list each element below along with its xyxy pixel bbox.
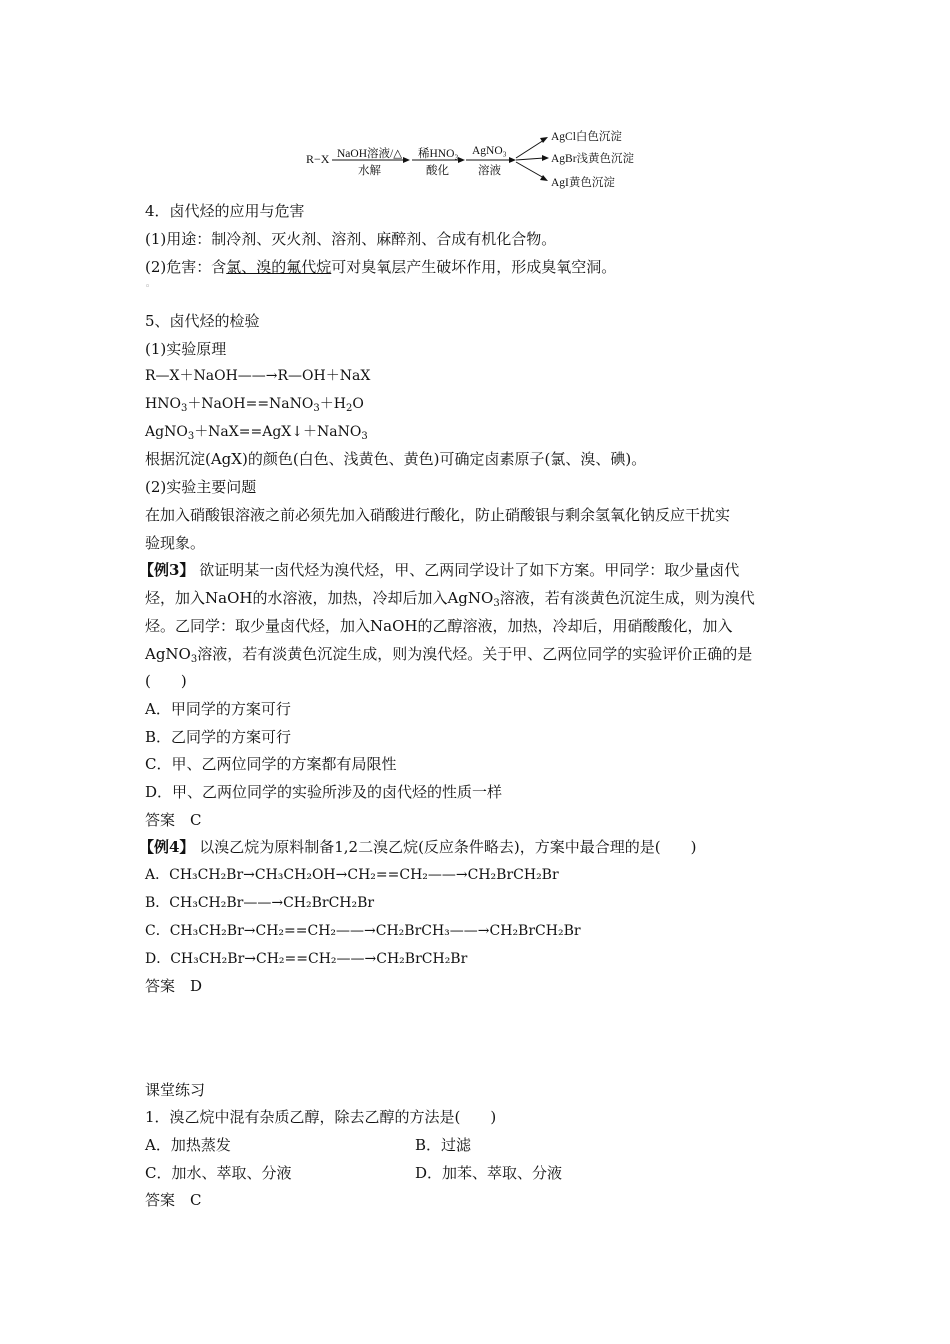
section4-use: (1)用途：制冷剂、灭火剂、溶剂、麻醉剂、合成有机化合物。 xyxy=(145,230,557,248)
section4-harm xyxy=(145,257,616,277)
harm-prefix: (2)危害：含 xyxy=(145,258,227,276)
halide-test-flow-diagram xyxy=(300,118,660,194)
flow-start: R−X xyxy=(306,152,330,166)
flow-result-agi: AgI黄色沉淀 xyxy=(551,177,615,189)
harm-underlined: 氯、溴的氟代烷 xyxy=(226,258,332,276)
practice-title: 课堂练习 xyxy=(145,1081,206,1099)
example3-line3: 烃。乙同学：取少量卤代烃，加入NaOH的乙醇溶液，加热，冷却后，用硝酸酸化，加入 xyxy=(145,617,733,635)
example4-stem: 【例4】 以溴乙烷为原料制备1,2二溴乙烷(反应条件略去)，方案中最合理的是( ) xyxy=(139,838,697,856)
flow-result-agbr: AgBr浅黄色沉淀 xyxy=(551,153,635,165)
flow-step3-bottom: 溶液 xyxy=(478,165,501,177)
practice-q1-option-d: D．加苯、萃取、分液 xyxy=(415,1164,563,1182)
example4-option-d: D．CH₃CH₂Br→CH₂==CH₂——→CH₂BrCH₂Br xyxy=(145,951,468,967)
example3-line4: AgNO$_3$溶液，若有淡黄色沉淀生成，则为溴代烃。关于甲、乙两位同学的实验评价正确的是 xyxy=(145,645,753,665)
practice-q1-option-c: C．加水、萃取、分液 xyxy=(145,1164,292,1182)
example3-answer: 答案 C xyxy=(145,811,202,829)
equation-3: AgNO$_3$＋NaX==AgX↓＋NaNO$_3$ xyxy=(145,424,368,442)
example3-tag: 【例3】 xyxy=(139,561,195,579)
equation-2: $HNO_3+NaOH==NaNO_3+H_2O$ xyxy=(145,396,364,414)
example4-tag: 【例4】 xyxy=(139,838,195,856)
equation-1: R—X＋NaOH——→R—OH＋NaX xyxy=(145,368,371,384)
example4-option-a: A．CH₃CH₂Br→CH₃CH₂OH→CH₂==CH₂——→CH₂BrCH₂Br xyxy=(145,867,559,883)
acidify-note-line1: 在加入硝酸银溶液之前必须先加入硝酸进行酸化，防止硝酸银与剩余氢氧化钠反应干扰实 xyxy=(145,506,731,524)
flow-step3-top: AgNO₃ xyxy=(472,145,507,157)
color-determination-note: 根据沉淀(AgX)的颜色(白色、浅黄色、黄色)可确定卤素原子(氯、溴、碘)。 xyxy=(145,450,647,468)
acidify-note-line2: 验现象。 xyxy=(145,534,206,552)
flow-step1-bottom: 水解 xyxy=(358,165,381,177)
example3-option-c: C．甲、乙两位同学的方案都有局限性 xyxy=(145,755,397,773)
flow-step1-top: NaOH溶液/△ xyxy=(337,148,403,160)
practice-q1-answer: 答案 C xyxy=(145,1191,202,1209)
example3-line1: 【例3】 欲证明某一卤代烃为溴代烃，甲、乙两同学设计了如下方案。甲同学：取少量卤代 xyxy=(139,561,740,579)
section4-title: 4．卤代烃的应用与危害 xyxy=(145,202,305,220)
example3-option-d: D．甲、乙两位同学的实验所涉及的卤代烃的性质一样 xyxy=(145,783,503,801)
practice-q1: 1．溴乙烷中混有杂质乙醇，除去乙醇的方法是( ) xyxy=(145,1108,497,1126)
example3-option-a: A．甲同学的方案可行 xyxy=(145,700,291,718)
example4-option-b: B．CH₃CH₂Br——→CH₂BrCH₂Br xyxy=(145,895,375,911)
flow-step2-bottom: 酸化 xyxy=(426,165,449,177)
practice-q1-option-a: A．加热蒸发 xyxy=(145,1136,231,1154)
stray-dot: ◦ xyxy=(145,282,151,292)
harm-suffix: 可对臭氧层产生破坏作用，形成臭氧空洞。 xyxy=(331,258,617,276)
example3-option-b: B．乙同学的方案可行 xyxy=(145,728,292,746)
section5-title: 5、卤代烃的检验 xyxy=(145,312,260,330)
practice-q1-option-b: B．过滤 xyxy=(415,1136,472,1154)
section5-principle: (1)实验原理 xyxy=(145,340,227,358)
flow-result-agcl: AgCl白色沉淀 xyxy=(551,131,622,143)
example3-line2: 烃，加入NaOH的水溶液，加热，冷却后加入AgNO$_3$溶液，若有淡黄色沉淀生成，则为溴代 xyxy=(145,589,755,609)
flow-step2-top: 稀HNO₃ xyxy=(418,148,459,160)
section5-problems: (2)实验主要问题 xyxy=(145,478,257,496)
example3-blank: ( ) xyxy=(145,672,187,690)
example4-option-c: C．CH₃CH₂Br→CH₂==CH₂——→CH₂BrCH₃——→CH₂BrCH₂Br xyxy=(145,923,581,939)
example4-answer: 答案 D xyxy=(145,977,203,995)
